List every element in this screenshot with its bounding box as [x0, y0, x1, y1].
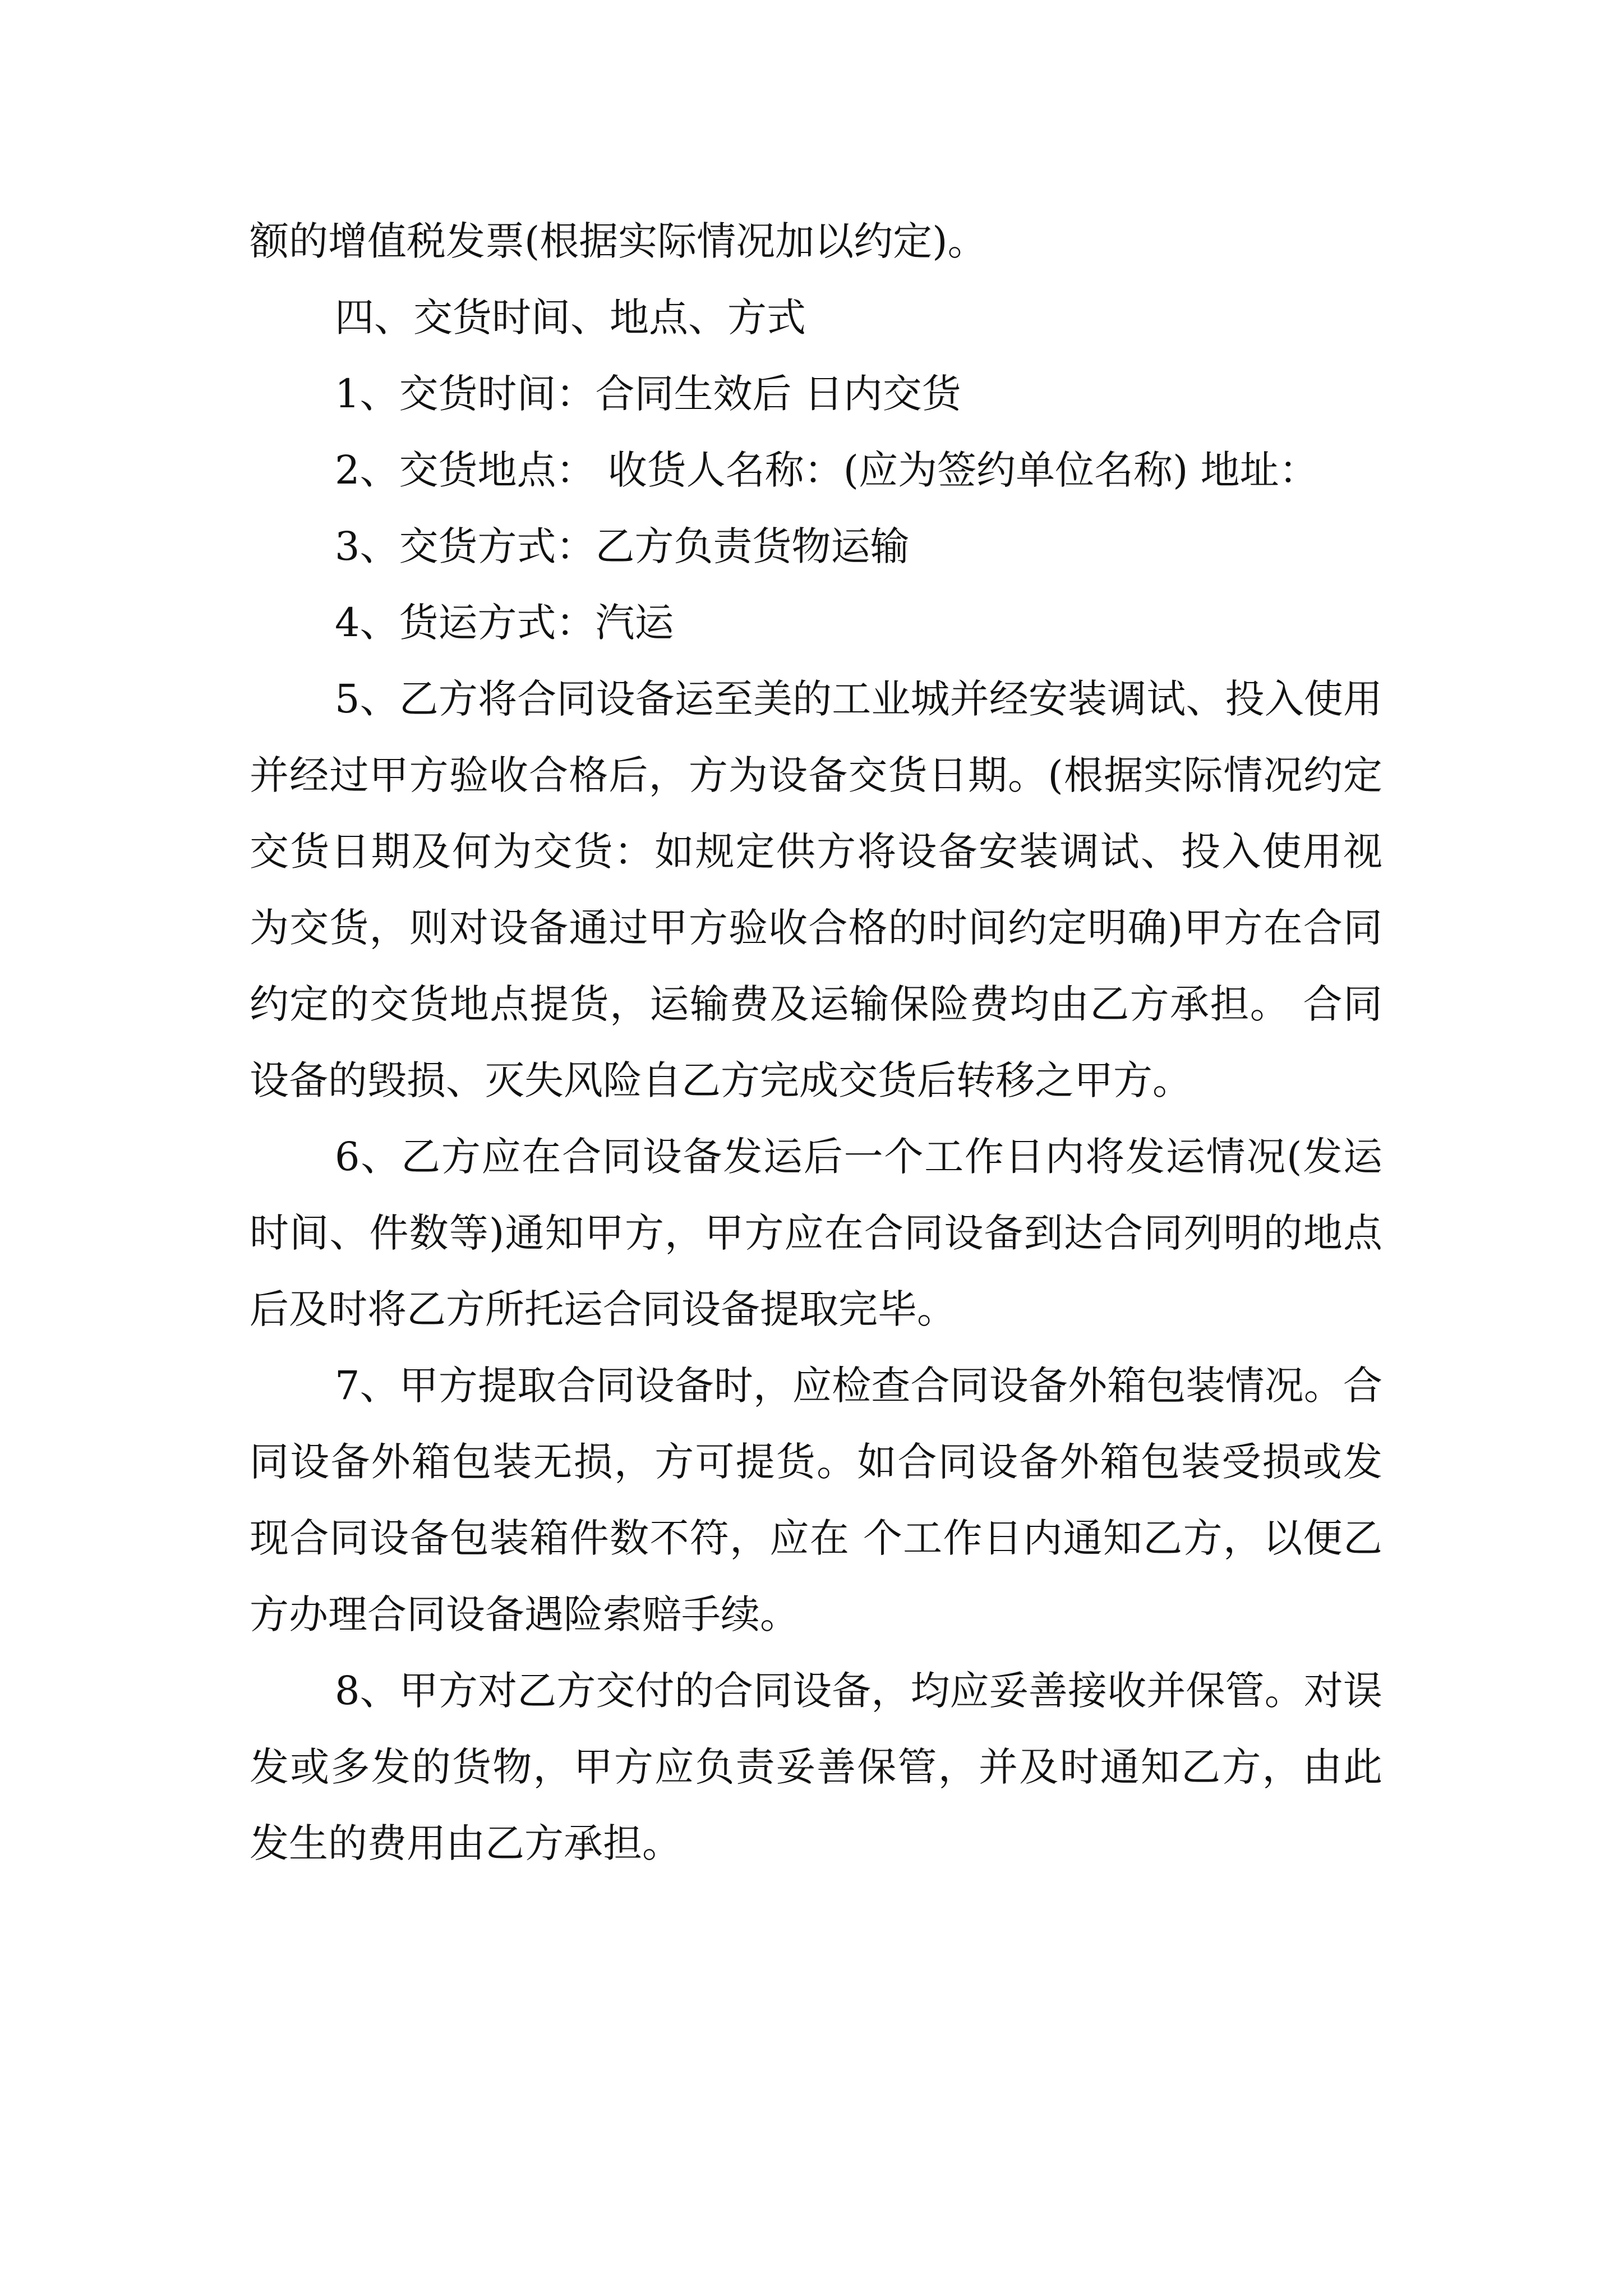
paragraph-invoice-note: 额的增值税发票(根据实际情况加以约定)。 [250, 218, 987, 264]
clause-custody: 8、甲方对乙方交付的合同设备，均应妥善接收并保管。对误发或多发的货物，甲方应负责妥善保管，并及时通知乙方，由此发生的费用由乙方承担。 [250, 1668, 1382, 1866]
clause-delivery-place: 2、交货地点： 收货人名称：(应为签约单位名称) 地址： [335, 447, 1318, 493]
document-body [250, 203, 1382, 1881]
clause-shipping-method: 4、货运方式：汽运 [335, 600, 674, 646]
clause-delivery-method: 3、交货方式：乙方负责货物运输 [335, 523, 910, 569]
section-heading-delivery: 四、交货时间、地点、方式 [335, 295, 806, 341]
clause-installation-acceptance: 5、乙方将合同设备运至美的工业城并经安装调试、投入使用并经过甲方验收合格后，方为设备交货日期。(根据实际情况约定交货日期及何为交货：如规定供方将设备安装调试、投入使用视为交货，则对设备通过甲方验收合格的时间约定明确)甲方在合同约定的交货地点提货，运输费及运输保险费均由乙方承担。 合同设备的毁损、灭失风险自乙方完成交货后转移之甲方。 [250, 676, 1382, 1103]
clause-package-inspection: 7、甲方提取合同设备时，应检查合同设备外箱包装情况。合同设备外箱包装无损，方可提货。如合同设备外箱包装受损或发现合同设备包装箱件数不符，应在 个工作日内通知乙方，以便乙方办理合同设备遇险索赔手续。 [250, 1363, 1382, 1637]
clause-shipment-notice: 6、乙方应在合同设备发运后一个工作日内将发运情况(发运时间、件数等)通知甲方，甲方应在合同设备到达合同列明的地点后及时将乙方所托运合同设备提取完毕。 [250, 1134, 1382, 1332]
clause-delivery-time: 1、交货时间：合同生效后 日内交货 [335, 371, 961, 417]
